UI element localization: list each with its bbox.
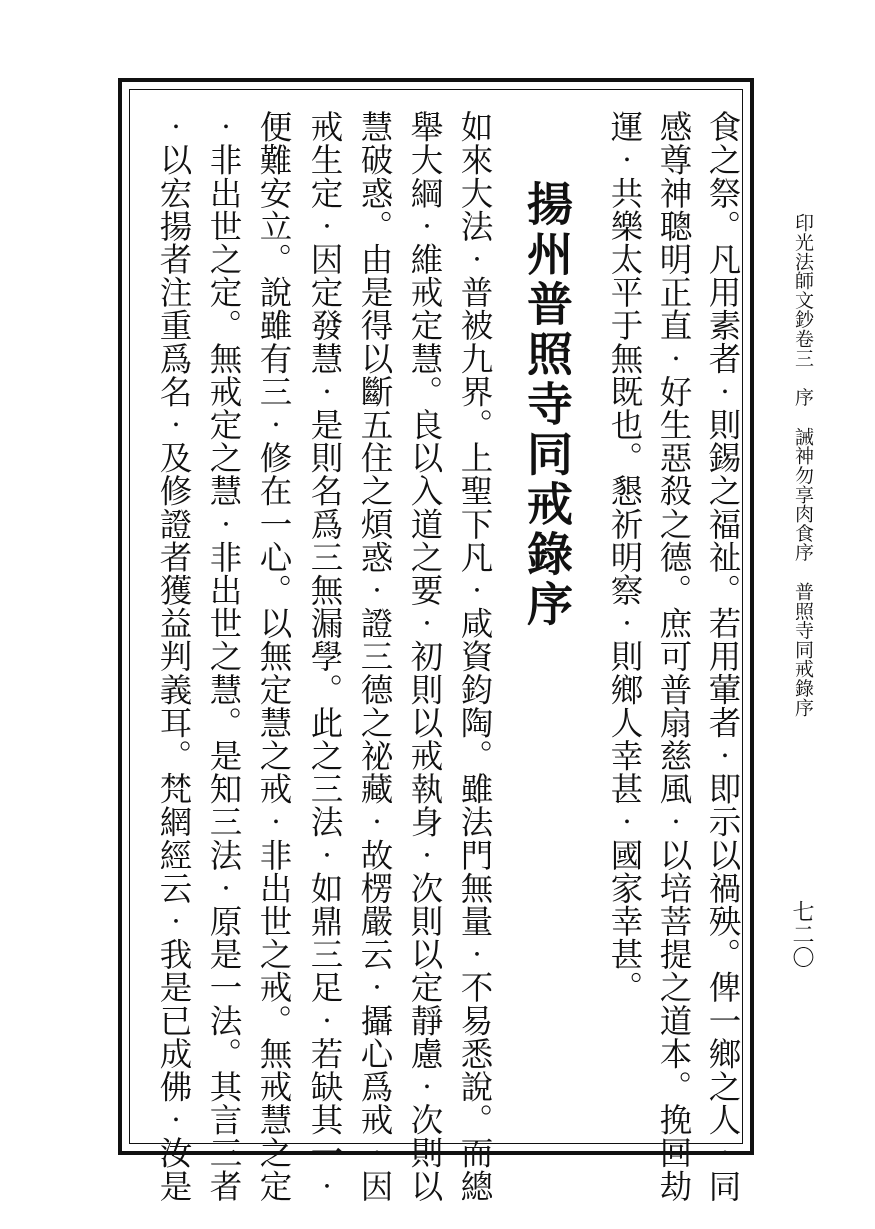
header-section-label: 序 bbox=[792, 387, 814, 407]
text-column: 感尊神聰明正直‧好生惡殺之德。庶可普扇慈風‧以培菩提之道本。挽回劫 bbox=[655, 110, 693, 1203]
text-column: 如來大法‧普被九界。上聖下凡‧咸資鈞陶。雖法門無量‧不易悉說。而總 bbox=[456, 110, 494, 1203]
text-column: 食之祭。凡用素者‧則錫之福祉。若用葷者‧即示以禍殃。俾一鄉之人‧同 bbox=[704, 110, 742, 1203]
text-column: 舉大綱‧維戒定慧。良以入道之要‧初則以戒執身‧次則以定靜慮‧次則以 bbox=[406, 110, 444, 1203]
header-chapter-list: 誡神勿享肉食序 bbox=[792, 426, 814, 562]
text-column: ‧以宏揚者注重爲名‧及修證者獲益判義耳。梵網經云‧我是已成佛‧汝是 bbox=[155, 110, 193, 1203]
text-column: ‧非出世之定。無戒定之慧‧非出世之慧。是知三法‧原是一法。其言三者 bbox=[205, 110, 243, 1203]
header-book-title: 印光法師文鈔卷三 bbox=[792, 213, 814, 368]
page-number: 七二〇 bbox=[789, 900, 814, 969]
section-title: 揚州普照寺同戒錄序 bbox=[520, 180, 574, 630]
running-header bbox=[786, 213, 812, 717]
text-column: 慧破惑。由是得以斷五住之煩惑‧證三德之祕藏‧故楞嚴云‧攝心爲戒‧因 bbox=[356, 110, 394, 1203]
text-column: 戒生定‧因定發慧‧是則名爲三無漏學。此之三法‧如鼎三足‧若缺其一‧ bbox=[306, 110, 344, 1203]
text-column: 便難安立。說雖有三‧修在一心。以無定慧之戒‧非出世之戒。無戒慧之定 bbox=[255, 110, 293, 1203]
header-current-chapter: 普照寺同戒錄序 bbox=[792, 581, 814, 717]
text-column: 運‧共樂太平于無既也。懇祈明察‧則鄉人幸甚‧國家幸甚。 bbox=[606, 110, 644, 1004]
